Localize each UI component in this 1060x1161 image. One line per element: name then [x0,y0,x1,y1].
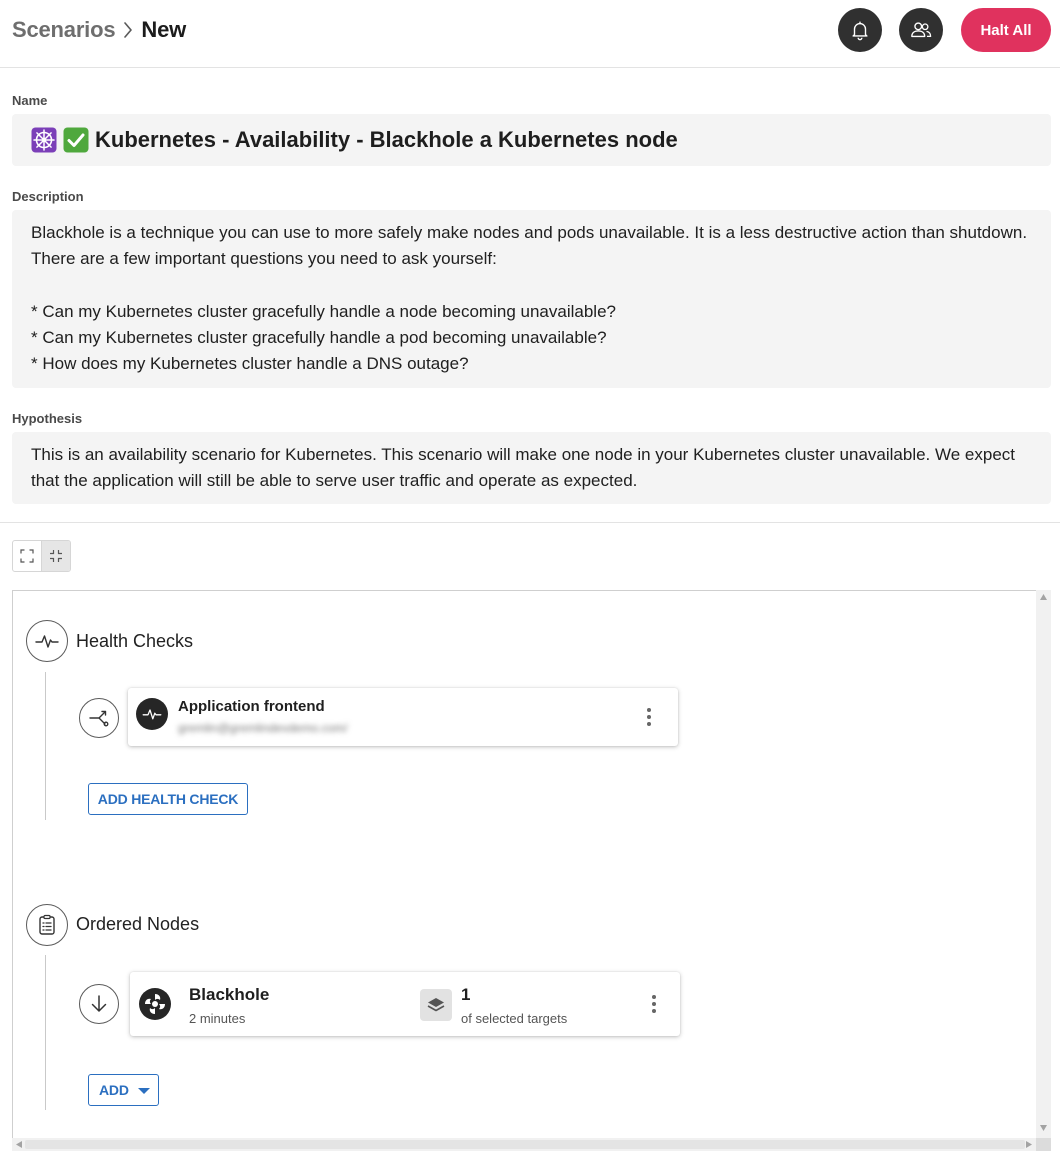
blackhole-node-card[interactable] [130,972,680,1036]
clipboard-list-icon [26,904,68,946]
scroll-up-arrow-icon [1040,594,1047,600]
order-node-button[interactable] [79,984,119,1024]
scroll-down-arrow-icon [1040,1125,1047,1131]
health-check-card[interactable] [128,688,678,746]
blackhole-menu-button[interactable] [644,990,664,1018]
expand-view-button[interactable] [13,541,41,571]
pulse-icon [142,706,162,722]
add-node-label: ADD [99,1082,129,1098]
name-field[interactable] [12,114,1051,166]
breadcrumb [12,16,186,44]
scroll-corner [1036,1138,1051,1151]
helm-wheel-icon [31,127,57,153]
check-mark-icon [63,127,89,153]
users-button[interactable] [899,8,943,52]
hypothesis-label: Hypothesis [12,411,83,426]
page-title: New [141,17,187,42]
targets-count: 1 [461,985,471,1004]
health-check-menu-button[interactable] [639,703,659,731]
blackhole-icon [144,993,166,1015]
name-label: Name [12,93,48,108]
health-checks-title: Health Checks [76,631,194,651]
collapse-view-button[interactable] [41,541,70,571]
description-field[interactable]: Blackhole is a technique you can use to more safely make nodes and pods unavailable. It is a less destructive action than shutdown. There are a few important questions you need to ask yourself: * Can my Kubernetes cluster gracefully handle a node becoming unavailable? * Can my Kubernetes cluster gracefully handle a pod becoming unavailable? * How does my Kubernetes cluster handle a DNS outage? [12,210,1051,388]
targets-label: of selected targets [461,1011,568,1026]
collapse-icon [49,549,63,563]
users-icon [909,19,933,41]
name-value: Kubernetes - Availability - Blackhole a Kubernetes node [95,127,678,152]
health-check-avatar [136,698,168,730]
horizontal-scroll-thumb[interactable] [25,1140,1025,1149]
view-toggle [12,540,71,572]
blackhole-avatar [139,988,171,1020]
blackhole-duration: 2 minutes [189,1011,246,1026]
health-check-subtitle: gremlin@gremlindevdemo.com/ [178,721,348,735]
scroll-right-arrow-icon [1026,1141,1032,1148]
scroll-left-arrow-icon [16,1141,22,1148]
horizontal-scrollbar[interactable] [12,1138,1036,1151]
ordered-nodes-title: Ordered Nodes [76,914,200,934]
ordered-nodes-connector [45,955,46,1110]
add-node-button[interactable] [88,1074,159,1106]
bell-icon [849,19,871,41]
health-check-title: Application frontend [178,698,325,715]
top-bar [0,0,1060,68]
pulse-icon [26,620,68,662]
expand-icon [20,549,34,563]
hypothesis-field[interactable]: This is an availability scenario for Kubernetes. This scenario will make one node in your Kubernetes cluster unavailable. We expect that the application will still be able to serve user traffic and operate as expected. [12,432,1051,504]
notifications-button[interactable] [838,8,882,52]
add-health-check-button[interactable]: ADD HEALTH CHECK [88,783,248,815]
blackhole-title: Blackhole [189,985,270,1004]
halt-all-button[interactable]: Halt All [961,8,1051,52]
branch-icon [88,708,110,728]
health-checks-connector [45,672,46,820]
vertical-scrollbar[interactable] [1036,590,1051,1138]
branch-node-button[interactable] [79,698,119,738]
arrow-down-icon [90,994,108,1014]
chevron-right-icon [115,16,141,44]
description-label: Description [12,189,84,204]
caret-down-icon [137,1087,151,1095]
scenario-canvas [12,590,1051,1151]
layers-icon [420,989,452,1021]
breadcrumb-scenarios-link[interactable]: Scenarios [12,17,116,42]
section-divider [0,522,1060,523]
